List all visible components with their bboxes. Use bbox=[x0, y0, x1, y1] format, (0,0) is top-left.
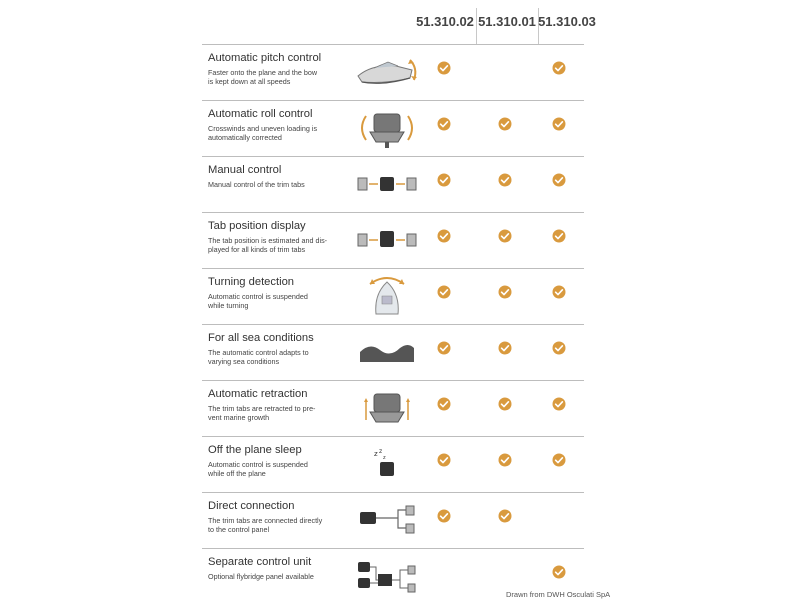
feature-row bbox=[0, 380, 800, 436]
feature-row bbox=[0, 492, 800, 548]
check-icon bbox=[552, 285, 566, 299]
retraction-icon bbox=[352, 386, 422, 430]
feature-description-line: Manual control of the trim tabs bbox=[208, 180, 305, 189]
feature-description-line: to the control panel bbox=[208, 524, 270, 534]
feature-description bbox=[208, 349, 338, 366]
feature-row bbox=[0, 548, 800, 604]
row-divider bbox=[202, 324, 584, 325]
check-icon bbox=[552, 229, 566, 243]
row-divider bbox=[202, 156, 584, 157]
feature-title: Automatic retraction bbox=[208, 388, 308, 400]
check-icon bbox=[552, 397, 566, 411]
check-icon bbox=[552, 117, 566, 131]
feature-description bbox=[208, 405, 338, 422]
svg-text:z: z bbox=[379, 448, 383, 455]
check-icon bbox=[498, 509, 512, 523]
row-divider bbox=[202, 380, 584, 381]
feature-description-line: is kept down at all speeds bbox=[208, 76, 291, 86]
column-header-3: 51.310.03 bbox=[538, 14, 596, 29]
check-icon bbox=[498, 173, 512, 187]
svg-text:z: z bbox=[374, 450, 378, 458]
check-icon bbox=[498, 117, 512, 131]
feature-row bbox=[0, 100, 800, 156]
tab-position-icon bbox=[352, 218, 422, 262]
feature-description-line: Faster onto the plane and the bow bbox=[208, 68, 318, 77]
feature-title: Off the plane sleep bbox=[208, 444, 302, 456]
check-icon bbox=[498, 453, 512, 467]
check-icon bbox=[498, 229, 512, 243]
row-divider bbox=[202, 492, 584, 493]
column-header-1: 51.310.02 bbox=[416, 14, 474, 29]
feature-title: Direct connection bbox=[208, 500, 295, 512]
row-divider bbox=[202, 100, 584, 101]
column-separator bbox=[476, 8, 477, 44]
feature-row bbox=[0, 212, 800, 268]
feature-description-line: The trim tabs are connected directly bbox=[208, 516, 323, 525]
feature-description-line: Crosswinds and uneven loading is bbox=[208, 124, 318, 133]
feature-description-line: while off the plane bbox=[208, 468, 266, 478]
control-unit-icon bbox=[352, 554, 422, 598]
turning-boat-icon bbox=[352, 274, 422, 318]
check-icon bbox=[437, 173, 451, 187]
check-icon bbox=[437, 397, 451, 411]
check-icon bbox=[437, 453, 451, 467]
feature-row bbox=[0, 156, 800, 212]
feature-description-line: The automatic control adapts to bbox=[208, 348, 309, 357]
check-icon bbox=[437, 509, 451, 523]
check-icon bbox=[552, 565, 566, 579]
feature-row bbox=[0, 324, 800, 380]
check-icon bbox=[498, 285, 512, 299]
boat-pitch-icon bbox=[352, 50, 422, 94]
feature-description-line: Optional flybridge panel available bbox=[208, 572, 314, 581]
feature-title: Tab position display bbox=[208, 220, 306, 232]
feature-title: Turning detection bbox=[208, 276, 295, 288]
column-headers bbox=[0, 0, 800, 44]
feature-description-line: The tab position is estimated and dis- bbox=[208, 236, 328, 245]
feature-title: Automatic roll control bbox=[208, 108, 313, 120]
feature-description-line: The trim tabs are retracted to pre- bbox=[208, 404, 316, 413]
feature-description bbox=[208, 237, 338, 254]
check-icon bbox=[437, 117, 451, 131]
check-icon bbox=[437, 61, 451, 75]
feature-description bbox=[208, 517, 338, 534]
check-icon bbox=[552, 341, 566, 355]
row-divider bbox=[202, 268, 584, 269]
feature-row bbox=[0, 44, 800, 100]
feature-description bbox=[208, 69, 338, 86]
feature-description bbox=[208, 573, 338, 582]
column-header-2: 51.310.01 bbox=[478, 14, 536, 29]
check-icon bbox=[498, 341, 512, 355]
feature-description bbox=[208, 293, 338, 310]
feature-description-line: vent marine growth bbox=[208, 412, 270, 422]
sea-waves-icon bbox=[352, 330, 422, 374]
feature-description bbox=[208, 125, 338, 142]
check-icon bbox=[437, 285, 451, 299]
manual-control-icon bbox=[352, 162, 422, 206]
feature-description-line: while turning bbox=[208, 300, 249, 310]
check-icon bbox=[437, 341, 451, 355]
credit-text: Drawn from DWH Osculati SpA bbox=[506, 590, 611, 599]
direct-connection-icon bbox=[352, 498, 422, 542]
feature-description bbox=[208, 461, 338, 478]
boat-roll-icon bbox=[352, 106, 422, 150]
check-icon bbox=[552, 173, 566, 187]
sleep-icon bbox=[352, 442, 422, 486]
svg-text:z: z bbox=[383, 455, 386, 461]
feature-title: Manual control bbox=[208, 164, 282, 176]
row-divider bbox=[202, 548, 584, 549]
check-icon bbox=[552, 453, 566, 467]
check-icon bbox=[498, 397, 512, 411]
feature-row bbox=[0, 268, 800, 324]
feature-description-line: Automatic control is suspended bbox=[208, 292, 308, 301]
feature-description-line: played for all kinds of trim tabs bbox=[208, 244, 306, 254]
feature-title: Separate control unit bbox=[208, 556, 312, 568]
feature-description-line: automatically corrected bbox=[208, 132, 282, 142]
feature-title: For all sea conditions bbox=[208, 332, 314, 344]
feature-description-line: Automatic control is suspended bbox=[208, 460, 308, 469]
feature-description bbox=[208, 181, 338, 190]
check-icon bbox=[552, 61, 566, 75]
feature-title: Automatic pitch control bbox=[208, 52, 322, 64]
check-icon bbox=[437, 229, 451, 243]
feature-row bbox=[0, 436, 800, 492]
row-divider bbox=[202, 436, 584, 437]
row-divider bbox=[202, 44, 584, 45]
feature-description-line: varying sea conditions bbox=[208, 356, 280, 366]
row-divider bbox=[202, 212, 584, 213]
